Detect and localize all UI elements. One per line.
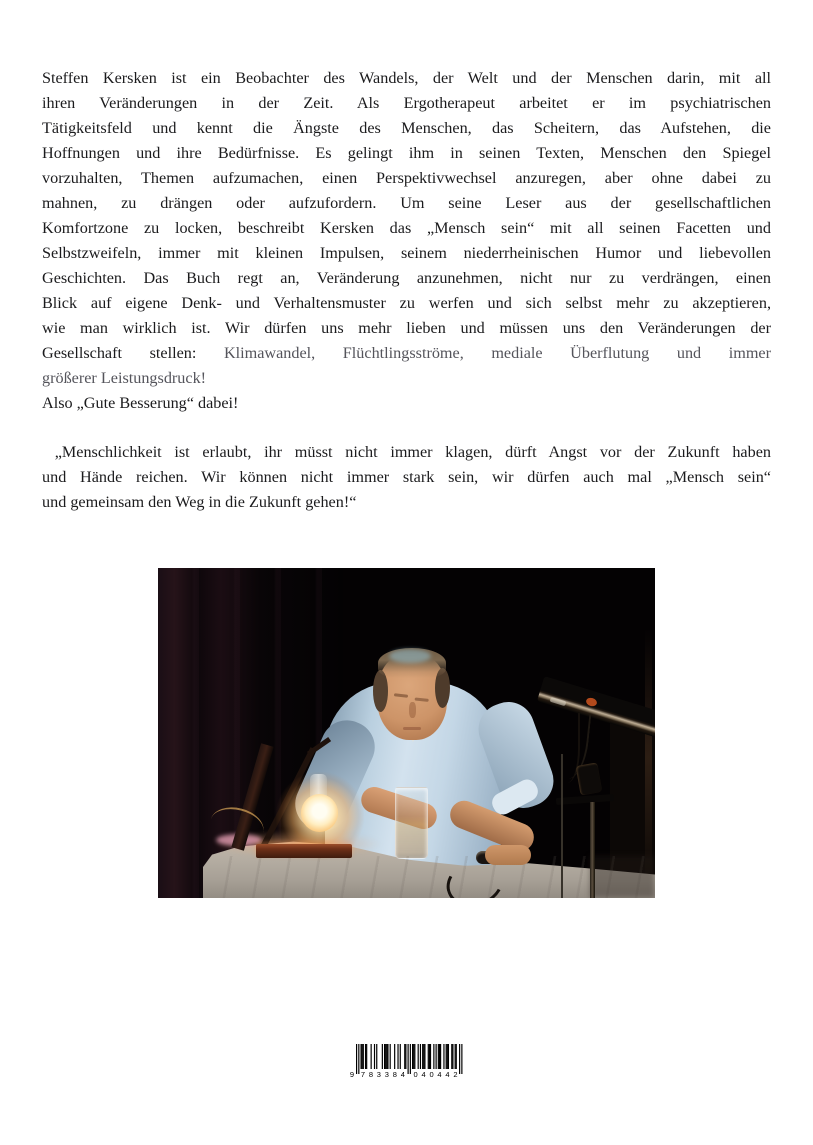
- text-line: Blick auf eigene Denk- und Verhaltensmuster zu werfen und sich selbst mehr zu akzeptieren,: [42, 294, 771, 312]
- text-segment-muted: Klimawandel, Flüchtlingsströme, mediale Überflutung und immer: [196, 344, 771, 362]
- text-line: Geschichten. Das Buch regt an, Veränderung anzunehmen, nicht nur zu verdrängen, einen: [42, 269, 771, 287]
- tablecloth-folds: [203, 856, 655, 898]
- isbn-barcode-svg: [350, 1043, 466, 1079]
- text-segment-black: Gesellschaft stellen:: [42, 344, 197, 362]
- text-line: wie man wirklich ist. Wir dürfen uns mehr lieben und müssen uns den Veränderungen der: [42, 319, 771, 337]
- mic-stand-pole: [590, 802, 595, 898]
- text-line: Steffen Kersken ist ein Beobachter des Wandels, der Welt und der Menschen darin, mit all: [42, 69, 771, 87]
- text-line: Tätigkeitsfeld und kennt die Ängste des Menschen, das Scheitern, das Aufstehen, die: [42, 119, 771, 137]
- text-line: „Menschlichkeit ist erlaubt, ihr müsst nicht immer klagen, dürft Angst vor der Zukunft haben: [42, 443, 771, 461]
- text-line: Also „Gute Besserung“ dabei!: [42, 394, 239, 412]
- curtain-edge-glow: [645, 628, 652, 888]
- svg-text:783384: 783384: [360, 1070, 405, 1079]
- author-photo: [158, 568, 655, 898]
- text-line: Selbstzweifeln, immer mit kleinen Impulsen, seinem niederrheinischen Humor und liebevollen: [42, 244, 771, 262]
- paragraph-quote: [42, 440, 771, 515]
- light-bulb: [301, 794, 338, 832]
- text-line: vorzuhalten, Themen aufzumachen, einen Perspektivwechsel anzuregen, aber ohne dabei zu: [42, 169, 771, 187]
- water-glass: [395, 787, 428, 859]
- text-line: und Hände reichen. Wir können nicht immer stark sein, wir dürfen auch mal „Mensch sein“: [42, 468, 771, 486]
- rig-bracket: [556, 794, 614, 805]
- text-line: ihren Veränderungen in der Zeit. Als Ergotherapeut arbeitet er im psychiatrischen: [42, 94, 771, 112]
- rig-clamp: [576, 762, 603, 795]
- text-line: mahnen, zu drängen oder aufzufordern. Um seine Leser aus der gesellschaftlichen: [42, 194, 771, 212]
- isbn-barcode: [350, 1043, 466, 1079]
- text-line: Komfortzone zu locken, beschreibt Kersken das „Mensch sein“ mit all seinen Facetten und: [42, 219, 771, 237]
- svg-text:9: 9: [350, 1070, 354, 1079]
- author-mouth: [403, 727, 421, 730]
- text-line: Hoffnungen und ihre Bedürfnisse. Es gelingt ihm in seinen Texten, Menschen den Spiegel: [42, 144, 771, 162]
- thin-stand-pole: [561, 754, 563, 898]
- text-line-mixed: [42, 341, 771, 366]
- svg-text:040442: 040442: [413, 1070, 458, 1079]
- text-line-muted: größerer Leistungsdruck!: [42, 369, 207, 387]
- tablecloth-shadow: [590, 856, 655, 898]
- author-nose: [409, 702, 416, 718]
- lamp-wooden-base: [256, 844, 352, 858]
- paragraph-bio: [42, 66, 771, 416]
- stage-light-highlight: [389, 649, 431, 663]
- back-cover-text: [42, 66, 771, 515]
- text-line: und gemeinsam den Weg in die Zukunft gehen!“: [42, 493, 357, 511]
